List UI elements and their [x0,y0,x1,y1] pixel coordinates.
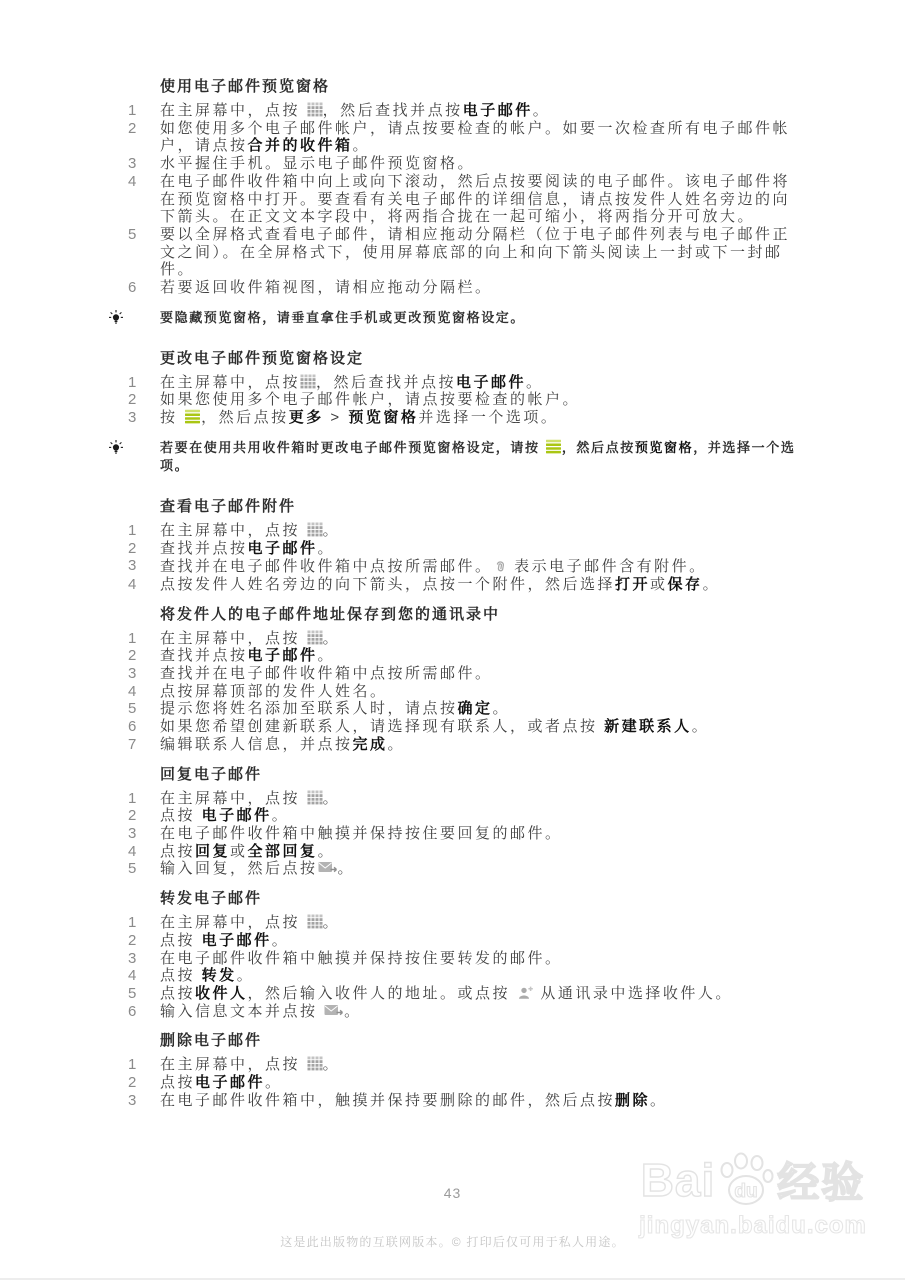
step-text: 如您使用多个电子邮件帐户，请点按要检查的帐户。如要一次检查所有电子邮件帐户，请点按合并的收件箱。 [160,119,791,155]
emphasized-label: 打开 [615,575,651,593]
step-item [128,665,804,683]
app-grid-icon [307,630,323,645]
emphasized-label: 预览窗格 [348,409,419,427]
section-title: 更改电子邮件预览窗格设定 [160,349,365,367]
step-number: 1 [128,629,137,647]
step-number: 5 [128,225,137,243]
step-number: 4 [128,842,137,860]
step-text: 输入信息文本并点按 。 [160,1002,362,1020]
step-text: 在主屏幕中，点按 。 [160,521,341,539]
step-item [128,630,804,648]
emphasized-label: 更多 [288,409,324,427]
step-item [128,700,804,718]
step-item [128,409,804,427]
step-number: 2 [128,119,137,137]
step-number: 4 [128,682,137,700]
step-number: 3 [128,409,137,427]
emphasized-label: 新建联系人 [604,718,692,736]
step-item [128,155,804,173]
emphasized-label: 电子邮件 [195,1074,266,1092]
section [128,498,804,594]
step-item [128,932,804,950]
emphasized-label: 完成 [352,735,388,753]
emphasized-label: 删除 [615,1091,651,1109]
step-text: 要以全屏格式查看电子邮件，请相应拖动分隔栏（位于电子邮件列表与电子邮件正文之间）。在全屏格式下，使用屏幕底部的向上和向下箭头阅读上一封或下一封邮件。 [160,225,791,279]
step-text: 编辑联系人信息，并点按完成。 [160,735,406,753]
emphasized-label: 电子邮件 [201,807,272,825]
section-title: 将发件人的电子邮件地址保存到您的通讯录中 [160,605,501,623]
emphasized-label: 合并的收件箱 [247,137,353,155]
step-number: 6 [128,1002,137,1020]
section [128,350,804,427]
copyright-note: 这是此出版物的互联网版本。© 打印后仅可用于私人用途。 [280,1235,625,1249]
baidu-logo-text: Bai [640,1154,716,1206]
emphasized-label: 电子邮件 [247,647,318,665]
section [128,606,804,754]
step-text: 水平握住手机。显示电子邮件预览窗格。 [160,155,476,173]
baidu-jingyan-text: 经验 [777,1159,866,1206]
step-text: 在主屏幕中，点按 。 [160,789,341,807]
baidu-watermark [607,1150,899,1240]
emphasized-label: 转发 [201,967,237,985]
step-number: 1 [128,1056,137,1074]
step-item [128,790,804,808]
step-item [128,825,804,843]
section [128,890,804,1020]
step-number: 6 [128,718,137,736]
step-item [128,950,804,968]
step-number: 1 [128,373,137,391]
step-text: 按 ，然后点按更多 > 预览窗格并选择一个选项。 [160,409,559,427]
step-number: 2 [128,647,137,665]
section-title: 使用电子邮件预览窗格 [160,78,331,95]
step-item [128,843,804,861]
manual-content [128,78,804,1121]
tip-note [128,309,804,327]
emphasized-label: 确定 [457,700,493,718]
section-title: 查看电子邮件附件 [160,497,297,515]
step-number: 3 [128,557,137,575]
app-grid-icon [300,374,316,389]
app-grid-icon [307,102,323,117]
emphasized-label: 电子邮件 [462,102,533,119]
step-item [128,985,804,1003]
tip-text: 要隐藏预览窗格，请垂直拿住手机或更改预览窗格设定。 [160,309,526,325]
menu-icon [184,409,201,424]
step-text: 点按 电子邮件。 [160,807,290,825]
step-text: 在主屏幕中，点按 ，然后查找并点按电子邮件。 [160,102,551,119]
menu-icon [545,439,562,454]
paw-du-text: du [734,1181,758,1202]
step-number: 2 [128,539,137,557]
lightbulb-icon [108,439,126,457]
page-number: 43 [443,1185,462,1201]
step-text: 查找并点按电子邮件。 [160,539,336,557]
section-title: 删除电子邮件 [160,1032,263,1050]
step-text: 如果您希望创建新联系人，请选择现有联系人，或者点按 新建联系人。 [160,718,710,736]
paperclip-icon [493,557,508,573]
step-item [128,647,804,665]
step-text: 在主屏幕中，点按 ，然后查找并点按电子邮件。 [160,373,544,391]
step-text: 点按 电子邮件。 [160,931,290,949]
app-grid-icon [307,522,323,537]
step-text: 查找并在电子邮件收件箱中点按所需邮件。 表示电子邮件含有附件。 [160,558,707,576]
emphasized-label: 保存 [667,575,703,593]
app-grid-icon [307,1056,323,1071]
step-number: 4 [128,967,137,985]
step-number: 3 [128,665,137,683]
step-number: 2 [128,1074,137,1092]
step-text: 查找并点按电子邮件。 [160,647,336,665]
step-item [128,914,804,932]
paw-icon [717,1152,775,1208]
step-item [128,860,804,878]
step-item [128,1003,804,1021]
emphasized-label: 电子邮件 [456,373,527,391]
step-number: 1 [128,102,137,119]
emphasized-label: 电子邮件 [247,539,318,557]
step-number: 1 [128,789,137,807]
send-email-icon [318,860,338,875]
step-text: 输入回复，然后点按 。 [160,860,356,878]
step-item [128,279,804,297]
watermark-url: jingyan.baidu.com [639,1212,867,1239]
add-contact-icon [517,985,534,1000]
section-title: 回复电子邮件 [160,765,263,783]
step-number: 5 [128,860,137,878]
step-item [128,102,804,120]
step-text: 点按回复或全部回复。 [160,842,336,860]
app-grid-icon [307,914,323,929]
step-text: 若要返回收件箱视图，请相应拖动分隔栏。 [160,279,493,297]
step-item [128,718,804,736]
send-email-icon [324,1003,344,1018]
section [128,1032,804,1109]
step-item [128,1056,804,1074]
step-item [128,683,804,701]
step-item [128,120,804,155]
step-item [128,736,804,754]
step-item [128,557,804,576]
step-number: 2 [128,931,137,949]
step-text: 点按屏幕顶部的发件人姓名。 [160,682,388,700]
step-text: 点按收件人，然后输入收件人的地址。或点按 从通讯录中选择收件人。 [160,984,733,1002]
step-number: 4 [128,575,137,593]
step-text: 点按 转发。 [160,967,255,985]
section-title: 转发电子邮件 [160,890,263,908]
step-text: 在主屏幕中，点按 。 [160,629,341,647]
section [128,766,804,879]
emphasized-label: 回复 [195,842,231,860]
section [128,78,804,297]
step-item [128,540,804,558]
step-number: 6 [128,279,137,297]
step-number: 5 [128,984,137,1002]
step-item [128,807,804,825]
step-number: 2 [128,391,137,409]
step-number: 7 [128,735,137,753]
step-number: 3 [128,824,137,842]
step-text: 点按电子邮件。 [160,1074,283,1092]
step-text: 在电子邮件收件箱中向上或向下滚动，然后点按要阅读的电子邮件。该电子邮件将在预览窗格中打开。要查看有关电子邮件的详细信息，请点按发件人姓名旁边的向下箭头。在正文文本字段中，将两指合拢在一起可缩小，将两指分开可放大。 [160,172,791,226]
emphasized-label: 全部回复 [247,842,318,860]
step-text: 在电子邮件收件箱中触摸并保持按住要转发的邮件。 [160,949,563,967]
step-text: 点按发件人姓名旁边的向下箭头，点按一个附件，然后选择打开或保存。 [160,575,721,593]
step-text: 在主屏幕中，点按 。 [160,1056,341,1074]
step-item [128,391,804,409]
step-number: 3 [128,949,137,967]
step-text: 查找并在电子邮件收件箱中点按所需邮件。 [160,665,493,683]
step-item [128,522,804,540]
step-number: 2 [128,807,137,825]
step-number: 1 [128,521,137,539]
step-text: 在电子邮件收件箱中触摸并保持按住要回复的邮件。 [160,824,563,842]
step-number: 1 [128,914,137,932]
step-text: 提示您将姓名添加至联系人时，请点按确定。 [160,700,511,718]
step-text: 如果您使用多个电子邮件帐户，请点按要检查的帐户。 [160,391,581,409]
step-number: 3 [128,1091,137,1109]
step-item [128,1092,804,1110]
step-item [128,967,804,985]
step-item [128,374,804,392]
step-item [128,576,804,594]
lightbulb-icon [108,309,126,327]
tip-text: 若要在使用共用收件箱时更改电子邮件预览窗格设定，请按 ，然后点按预览窗格，并选择一个选项。 [160,439,796,473]
step-item [128,1074,804,1092]
step-number: 4 [128,172,137,190]
app-grid-icon [307,790,323,805]
emphasized-label: 电子邮件 [201,931,272,949]
step-number: 3 [128,155,137,173]
emphasized-label: 预览窗格 [634,439,694,455]
baidu-logo [607,1150,899,1210]
step-text: 在电子邮件收件箱中，触摸并保持要删除的邮件，然后点按删除。 [160,1091,668,1109]
step-text: 在主屏幕中，点按 。 [160,914,341,932]
tip-note [128,439,804,475]
step-item [128,173,804,226]
emphasized-label: 收件人 [195,984,248,1002]
step-number: 5 [128,700,137,718]
step-item [128,226,804,279]
